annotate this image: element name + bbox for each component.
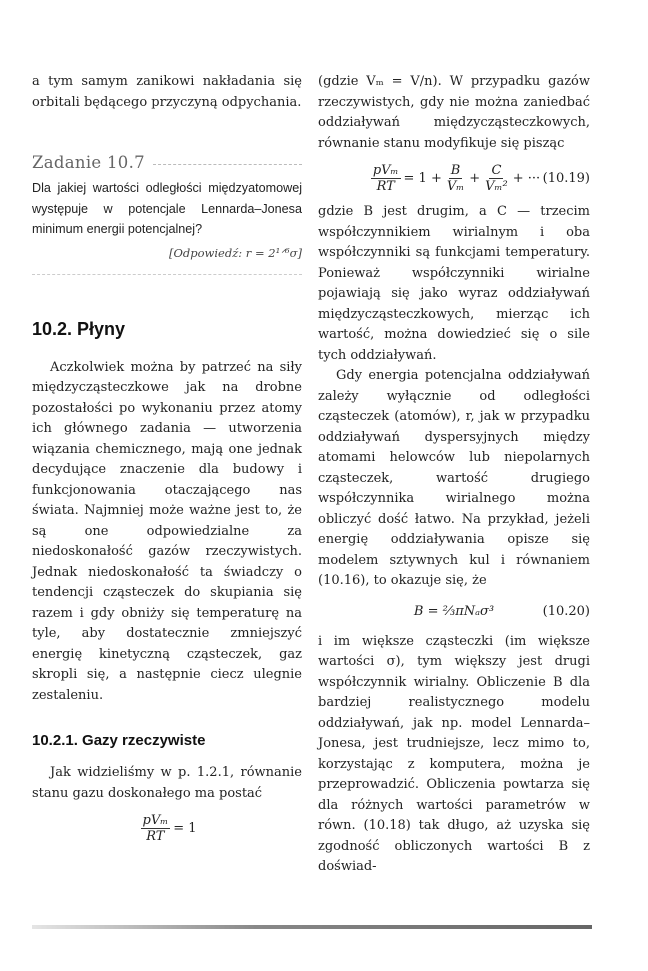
paragraph-lennard-jones: i im większe cząsteczki (im większe wartości σ), tym większy jest drugi współczynnik wirialny. Obliczenie B dla bardziej realistycznego modelu oddziaływań, jak np. model Lennarda–Jonesa, jest trudniejsze, lecz mimo to, korzystając z komputera, można je przeprowadzić. Obliczenia powtarza się dla różnych wartości parametrów w równ. (10.18) tak długo, aż uzyska się zgodność obliczonych wartości B z doświad- [318, 633, 590, 874]
fraction-numerator: C [491, 162, 502, 178]
subsection-heading: 10.2.1. Gazy rzeczywiste [32, 732, 206, 749]
task-divider [32, 274, 302, 275]
equation-ideal-gas [32, 804, 302, 852]
equation-plus: + [469, 170, 481, 186]
fraction-pv-rt [371, 163, 401, 194]
subsection-paragraph: Jak widzieliśmy w p. 1.2.1, równanie stanu gazu doskonałego ma postać [32, 765, 302, 801]
equation-mid: = 1 + [403, 170, 442, 186]
paragraph-hard-sphere: Gdy energia potencjalna oddziaływań zależy wyłącznie od odległości cząsteczek (atomów), r, jak w przypadku oddziaływań dyspersyjnych między atomami helowców lub niepolarnych cząsteczek, wartość drugiego współczynnika wirialnego można obliczyć dość łatwo. Na przykład, jeżeli energię oddziaływania opisze się modelem sztywnych kul i równaniem (10.16), to okazuje się, że [318, 368, 590, 588]
task-question: Dla jakiej wartości odległości międzyatomowej występuje w potencjale Lennarda–Jonesa minimum energii potencjalnej? [32, 181, 302, 236]
equation-tail: + ··· [512, 170, 541, 186]
equation-number: (10.19) [542, 170, 590, 186]
fraction-denominator: RT [376, 178, 395, 194]
task-title: Zadanie 10.7 [32, 153, 145, 172]
task-title-rule [153, 164, 302, 165]
equation-rhs: = 1 [173, 820, 197, 836]
task-heading [32, 153, 302, 172]
paragraph-real-gases: (gdzie Vₘ = V/n). W przypadku gazów rzeczywistych, gdy nie można zaniedbać oddziaływań międzycząsteczkowych, równanie stanu modyfikuje się pisząc [318, 74, 590, 151]
fraction-denominator: RT [146, 828, 165, 844]
task-answer: [Odpowiedź: r = 2¹ᐟ⁶σ] [168, 245, 302, 260]
fraction-b-vm [445, 163, 466, 194]
equation-10-20 [318, 592, 590, 632]
intro-paragraph: a tym samym zanikowi nakładania się orbitali będącego przyczyną odpychania. [32, 74, 302, 110]
equation-b: B = ⅔πNₐσ³ [413, 604, 495, 619]
left-column [32, 72, 302, 852]
right-column [318, 72, 590, 878]
equation-number: (10.20) [542, 604, 590, 619]
fraction-numerator: B [450, 162, 461, 178]
section-heading: 10.2. Płyny [32, 318, 126, 339]
fraction-denominator: Vₘ [446, 178, 465, 194]
fraction-numerator: pVₘ [142, 812, 169, 828]
fraction-c-vm2 [483, 163, 510, 194]
fraction-numerator: pVₘ [372, 162, 399, 178]
fraction-pv-rt [141, 813, 171, 844]
paragraph-virial: gdzie B jest drugim, a C — trzecim współczynnikiem wirialnym i oba współczynniki są funkcjami temperatury. Ponieważ współczynniki wirialne pojawiają się jako wyraz oddziaływań międzycząsteczkowych, mierząc ich wartość, można dowiedzieć się o sile tych oddziaływań. [318, 204, 590, 363]
equation-10-19 [318, 154, 590, 202]
section-paragraph: Aczkolwiek można by patrzeć na siły międzycząsteczkowe jak na drobne pozostałości po wykonaniu przez atomy ich głównego zadania — utworzenia wiązania chemicznego, mają one jednak decydujące znaczenie dla budowy i funkcjonowania otaczającego nas świata. Najmniej może ważne jest to, że są one odpowiedzialne za niedoskonałość gazów rzeczywistych. Jednak niedoskonałość ta świadczy o tendencji cząsteczek do skupiania się razem i gdy obniży się temperaturę na tyle, aby dostatecznie zmniejszyć energię kinetyczną cząsteczek, gaz skropli się, a następnie ciecz ulegnie zestaleniu. [32, 359, 302, 703]
fraction-denominator: Vₘ² [485, 178, 508, 194]
page-bottom-rule [32, 925, 592, 929]
